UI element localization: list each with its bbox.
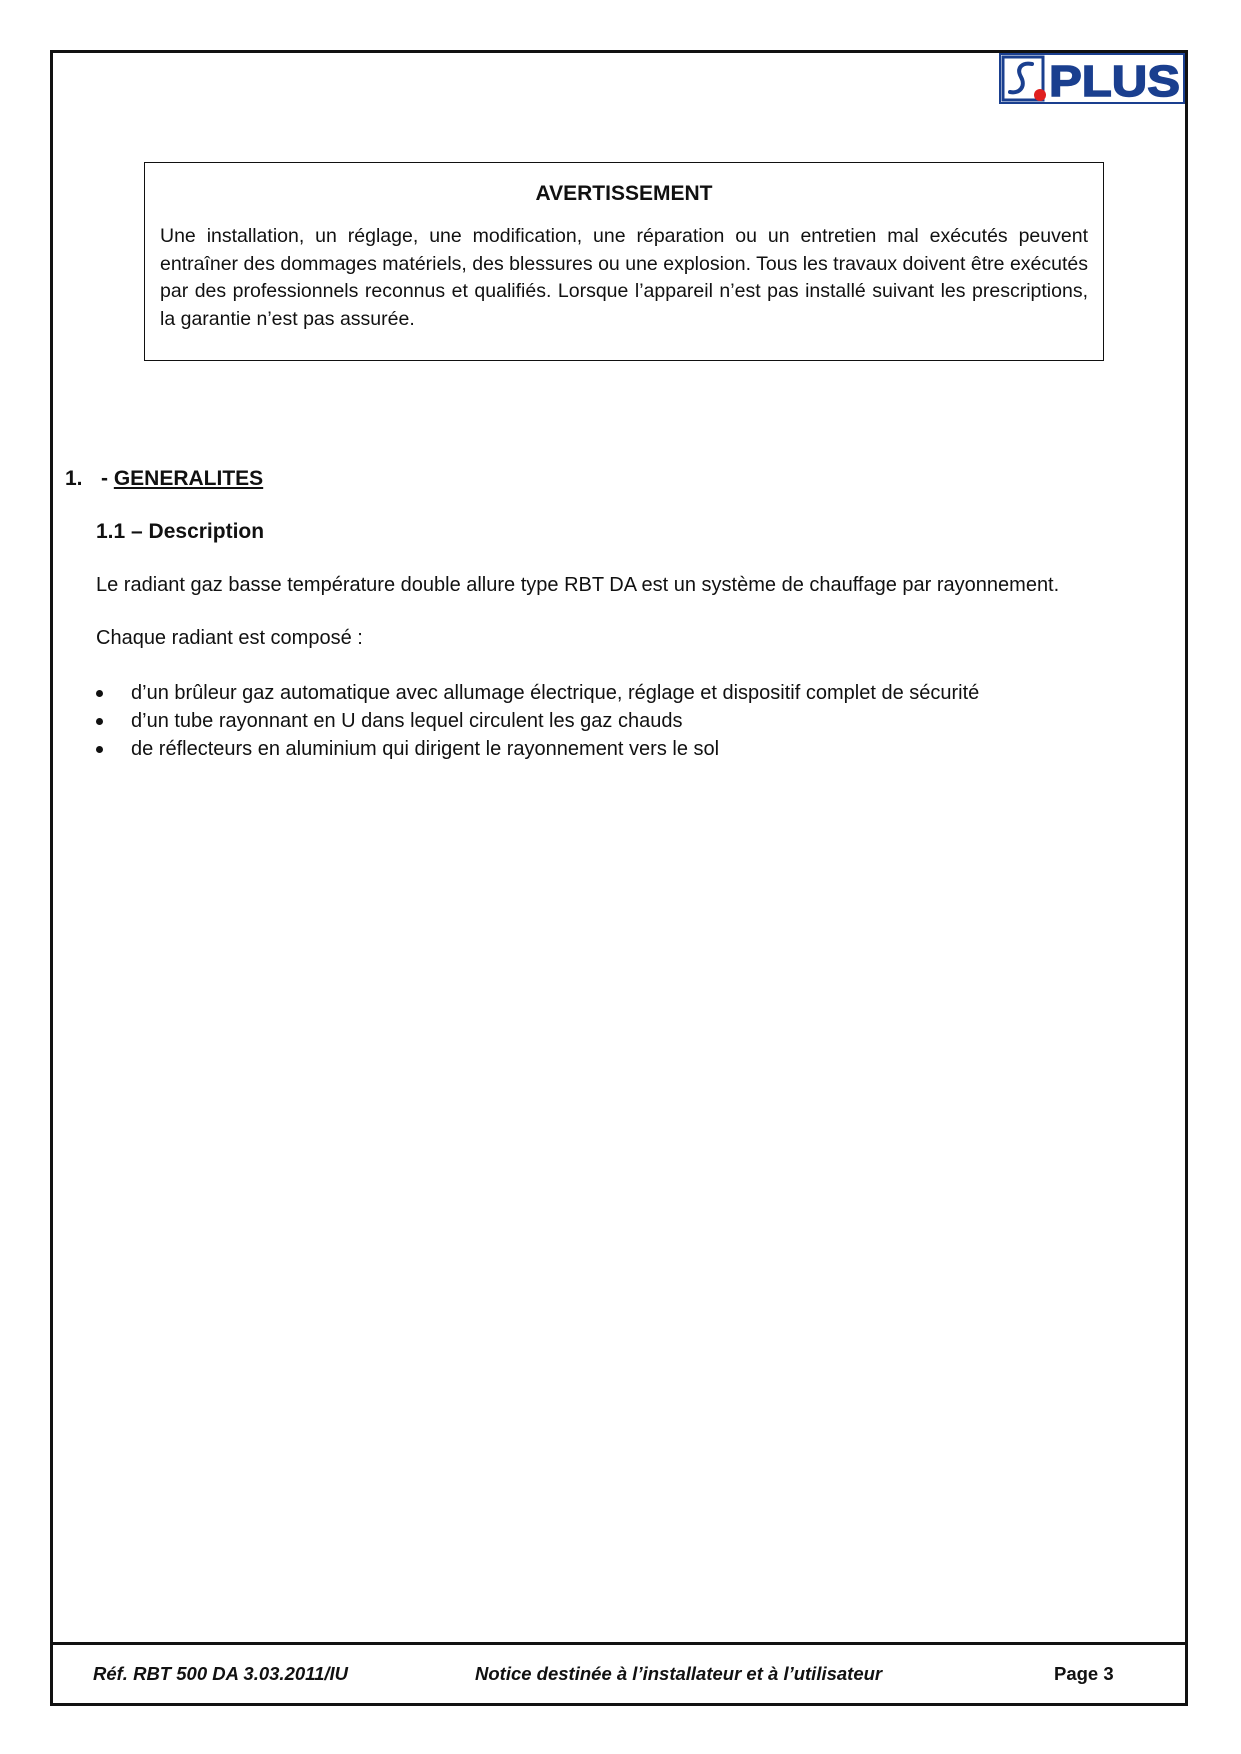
bullet-icon: [96, 718, 103, 725]
section-number: 1.: [65, 467, 83, 490]
page-frame: [50, 50, 1188, 1706]
list-item-text: d’un brûleur gaz automatique avec allumage électrique, réglage et dispositif complet de sécurité: [131, 682, 980, 704]
list-item: [96, 707, 979, 735]
section-title: GENERALITES: [113, 467, 264, 490]
bullet-icon: [96, 746, 103, 753]
composition-intro: Chaque radiant est composé :: [96, 627, 363, 649]
list-item: [96, 679, 979, 707]
footer: [53, 1663, 1185, 1689]
subsection-heading: 1.1 – Description: [96, 520, 265, 543]
warning-box: [144, 162, 1104, 361]
warning-title: AVERTISSEMENT: [535, 182, 713, 205]
splus-logo: [999, 53, 1185, 104]
footer-notice: Notice destinée à l’installateur et à l’utilisateur: [475, 1663, 883, 1684]
logo-text: PLUS: [1049, 57, 1180, 104]
footer-divider: [53, 1642, 1185, 1645]
list-item-text: d’un tube rayonnant en U dans lequel circulent les gaz chauds: [131, 710, 683, 732]
bullet-icon: [96, 690, 103, 697]
footer-reference: Réf. RBT 500 DA 3.03.2011/IU: [93, 1663, 348, 1684]
list-item: [96, 735, 979, 763]
section-prefix: -: [101, 467, 114, 490]
list-item-text: de réflecteurs en aluminium qui dirigent le rayonnement vers le sol: [131, 738, 720, 760]
page-number: Page 3: [1054, 1663, 1114, 1684]
warning-text: Une installation, un réglage, une modification, une réparation ou un entretien mal exécutés peuvent entraîner des dommages matériels, des blessures ou une explosion. Tous les travaux doivent être exécutés par des professionnels reconnus et qualifiés. Lorsque l’appareil n’est pas installé suivant les prescriptions, la garantie n’est pas assurée.: [160, 225, 1088, 330]
section-heading: [65, 466, 263, 492]
description-paragraph: Le radiant gaz basse température double allure type RBT DA est un système de chauffage par rayonnement.: [96, 574, 1060, 596]
component-list: [96, 679, 979, 763]
